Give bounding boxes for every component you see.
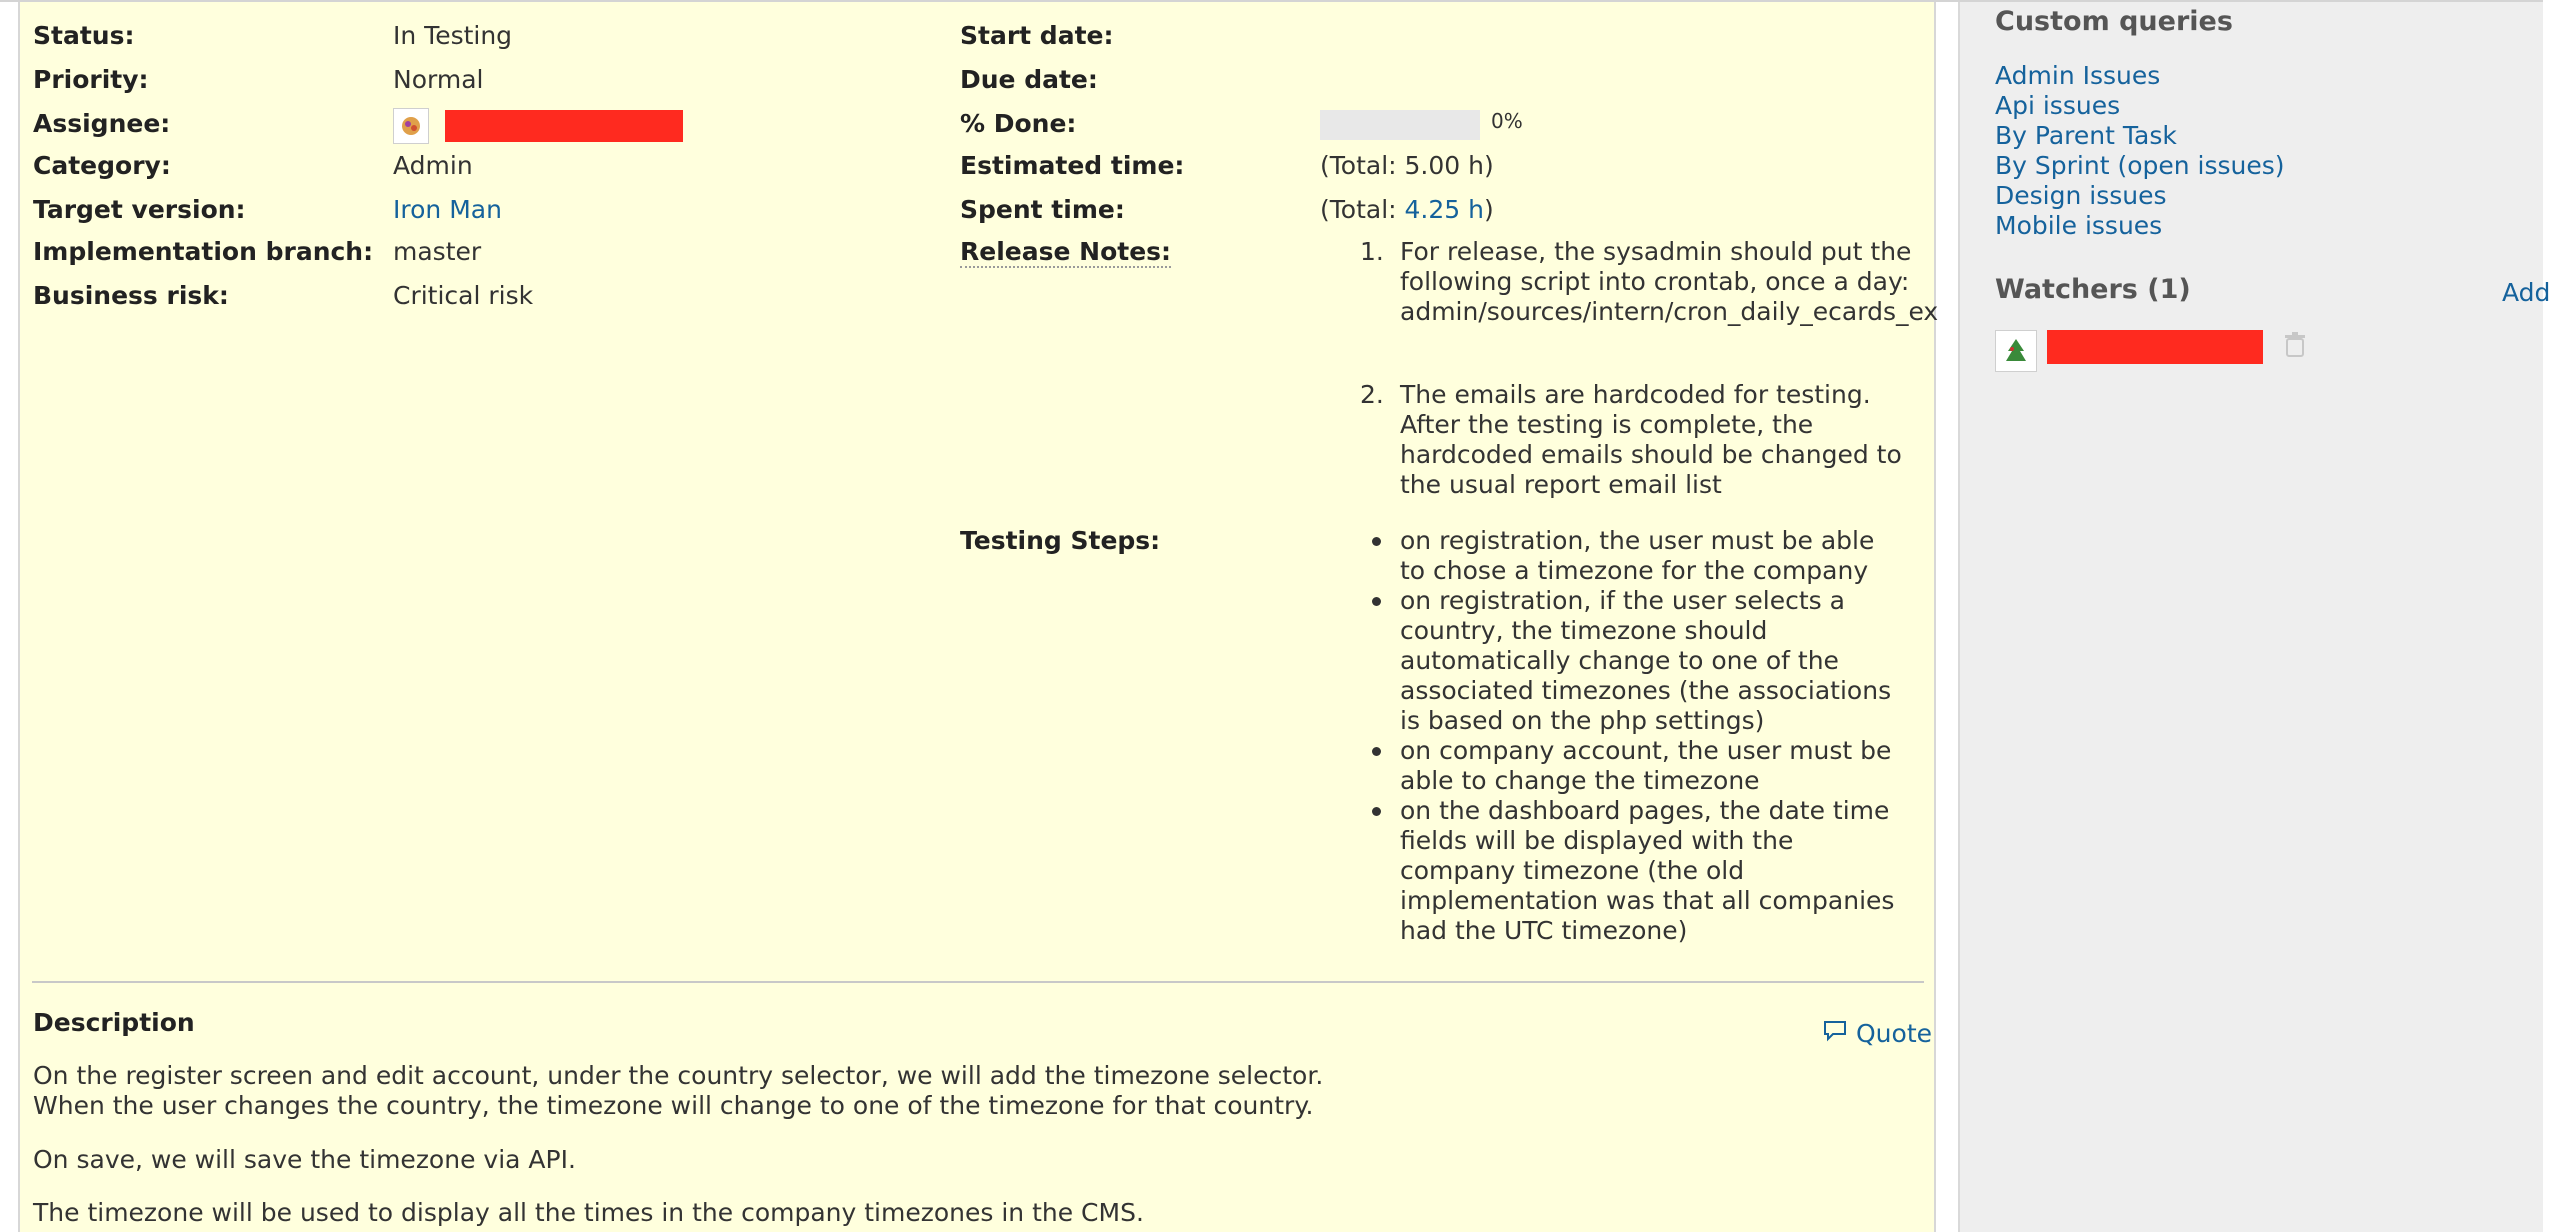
release-note-number: 1. <box>1360 237 1384 266</box>
priority-label: Priority: <box>33 65 149 94</box>
implementation-branch-value: master <box>393 237 482 266</box>
testing-step-item: on registration, if the user selects a country, the timezone should automatically change to one of the associated timezones (the associations is based on the php settings) <box>1400 586 1892 735</box>
release-note-number: 2. <box>1360 380 1384 409</box>
category-value: Admin <box>393 151 473 180</box>
release-notes-label <box>960 237 1171 267</box>
estimated-time-value: (Total: 5.00 h) <box>1320 151 1494 180</box>
due-date-label: Due date: <box>960 65 1098 94</box>
testing-step-item: on company account, the user must be able to change the timezone <box>1400 736 1892 795</box>
description-line: When the user changes the country, the timezone will change to one of the timezone for that country. <box>33 1091 1314 1120</box>
query-link-by-parent-task[interactable]: By Parent Task <box>1995 121 2177 150</box>
query-link-by-sprint[interactable]: By Sprint (open issues) <box>1995 151 2285 180</box>
target-version-link[interactable]: Iron Man <box>393 195 502 224</box>
spent-time-value <box>1320 195 1494 225</box>
watcher-avatar-icon <box>1995 330 2037 372</box>
testing-step-item: on the dashboard pages, the date time fields will be displayed with the company timezone (the old implementation was that all companies had the UTC timezone) <box>1400 796 1895 945</box>
start-date-label: Start date: <box>960 21 1114 50</box>
add-watcher-link[interactable]: Add <box>2502 278 2550 307</box>
done-label: % Done: <box>960 109 1077 138</box>
release-notes-label-text: Release Notes: <box>960 237 1172 266</box>
trash-icon[interactable] <box>2283 332 2307 362</box>
custom-queries-title: Custom queries <box>1995 6 2233 37</box>
business-risk-label: Business risk: <box>33 281 229 310</box>
quote-label[interactable]: Quote <box>1856 1019 1933 1048</box>
bullet-icon <box>1372 597 1381 606</box>
watcher-name-redacted[interactable] <box>2047 330 2263 364</box>
description-heading: Description <box>33 1008 195 1037</box>
target-version-label: Target version: <box>33 195 246 224</box>
assignee-avatar-icon <box>393 108 429 144</box>
spent-time-prefix: (Total: <box>1320 195 1405 224</box>
testing-steps-label: Testing Steps: <box>960 526 1161 555</box>
assignee-label: Assignee: <box>33 109 171 138</box>
assignee-name-redacted[interactable] <box>445 110 683 142</box>
business-risk-value: Critical risk <box>393 281 534 310</box>
bullet-icon <box>1372 537 1381 546</box>
done-progress-bar <box>1320 110 1480 140</box>
status-label: Status: <box>33 21 135 50</box>
description-line: The timezone will be used to display all the times in the company timezones in the CMS. <box>33 1198 1144 1227</box>
status-value: In Testing <box>393 21 513 50</box>
watchers-title: Watchers (1) <box>1995 274 2191 305</box>
description-line: On save, we will save the timezone via API. <box>33 1145 576 1174</box>
quote-button[interactable] <box>1822 1018 1932 1050</box>
quote-icon <box>1822 1019 1848 1050</box>
done-percent: 0% <box>1491 109 1523 133</box>
query-link-api-issues[interactable]: Api issues <box>1995 91 2121 120</box>
description-line: On the register screen and edit account, under the country selector, we will add the timezone selector. <box>33 1061 1324 1090</box>
category-label: Category: <box>33 151 171 180</box>
query-link-admin-issues[interactable]: Admin Issues <box>1995 61 2161 90</box>
spent-time-suffix: ) <box>1483 195 1494 224</box>
section-divider <box>32 981 1924 983</box>
spent-time-link[interactable]: 4.25 h <box>1404 195 1484 224</box>
query-link-design-issues[interactable]: Design issues <box>1995 181 2167 210</box>
testing-step-item: on registration, the user must be able to chose a timezone for the company <box>1400 526 1875 585</box>
priority-value: Normal <box>393 65 484 94</box>
spent-time-label: Spent time: <box>960 195 1125 224</box>
release-note-item: The emails are hardcoded for testing. After the testing is complete, the hardcoded emails should be changed to the usual report email list <box>1400 380 1902 499</box>
implementation-branch-label: Implementation branch: <box>33 237 374 266</box>
bullet-icon <box>1372 807 1381 816</box>
bullet-icon <box>1372 747 1381 756</box>
release-note-item: For release, the sysadmin should put the following script into crontab, once a day: admin/sources/intern/cron_daily_ecards_ex <box>1400 237 1939 326</box>
query-link-mobile-issues[interactable]: Mobile issues <box>1995 211 2163 240</box>
estimated-time-label: Estimated time: <box>960 151 1185 180</box>
